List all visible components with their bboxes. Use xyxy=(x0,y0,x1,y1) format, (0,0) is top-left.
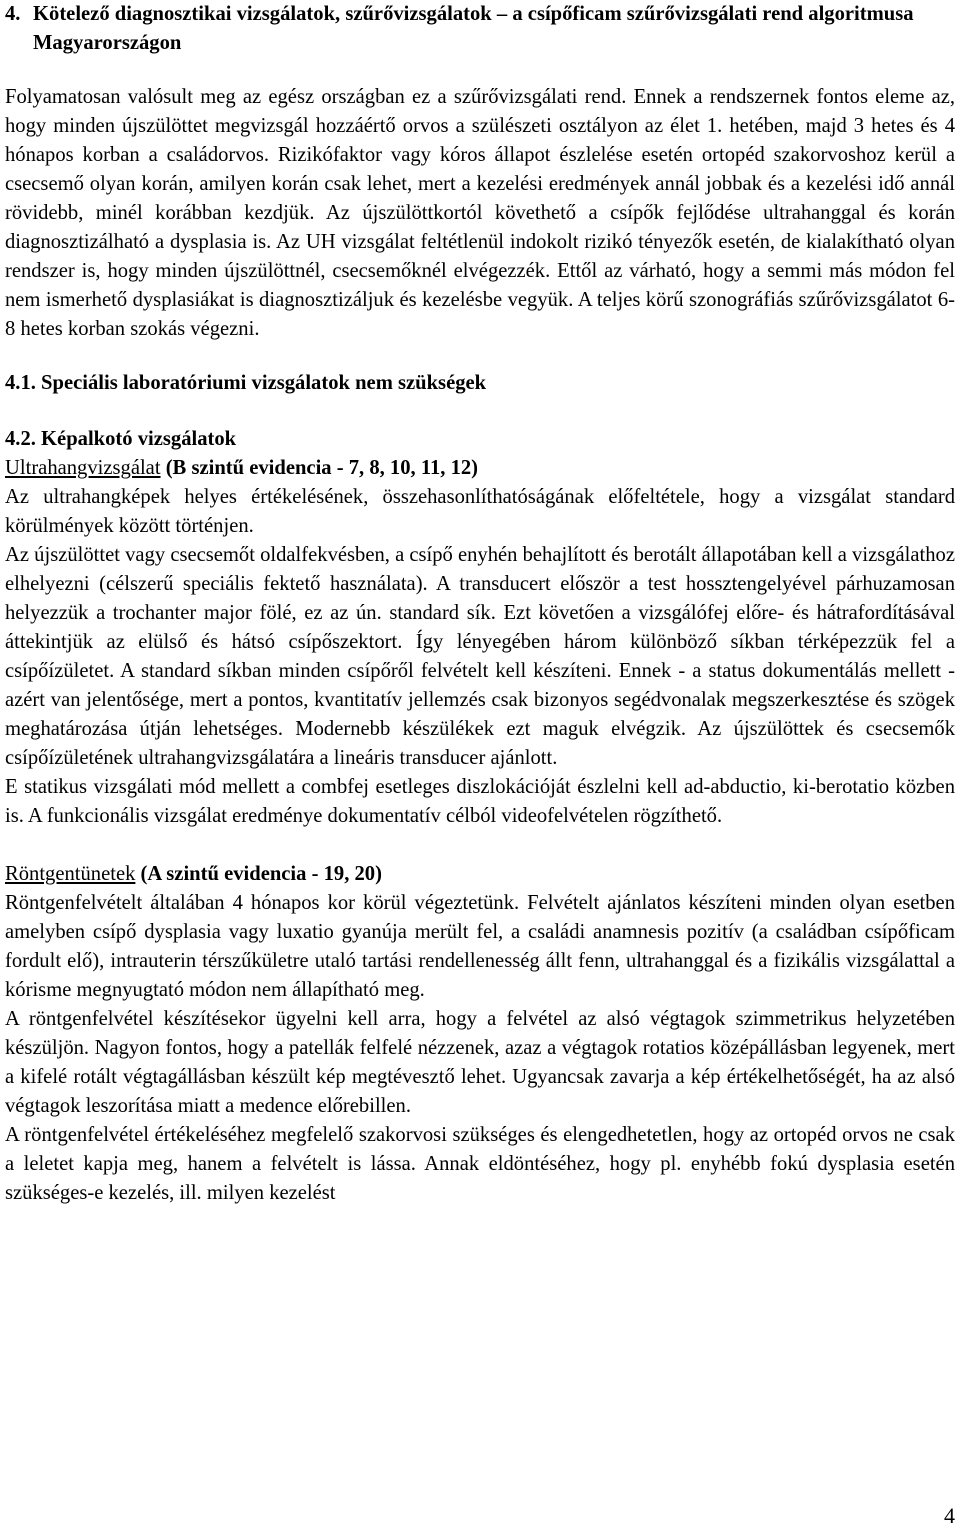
xray-evidence: (A szintű evidencia - 19, 20) xyxy=(135,863,382,885)
xray-paragraph-2: A röntgenfelvétel készítésekor ügyelni kell arra, hogy a felvétel az alsó végtagok szimmetrikus helyzetében készüljön. Nagyon fontos, hogy a patellák felfelé nézzenek, azaz a végtagok rotatios középállásban legyenek, mert a kifelé rotált végtagállásban készült kép megtévesztő lehet. Ugyancsak zavarja a kép értékelhetőségét, ha az alsó végtagok leszorítása miatt a medence előrebillen. xyxy=(5,1008,955,1117)
section-number: 4. xyxy=(5,3,21,25)
ultrasound-label: Ultrahangvizsgálat xyxy=(5,457,161,479)
spacer xyxy=(5,831,955,860)
ultrasound-evidence: (B szintű evidencia - 7, 8, 10, 11, 12) xyxy=(160,457,479,479)
ultrasound-heading xyxy=(5,454,955,483)
ultrasound-paragraph-2: Az újszülöttet vagy csecsemőt oldalfekvésben, a csípő enyhén behajlított és berotált állapotában kell a vizsgálathoz elhelyezni (célszerű speciális fektető használata). A transducert először a test hossztengelyével párhuzamosan helyezzük a trochanter major fölé, ez az ún. standard sík. Ezt követően a vizsgálófej előre- és hátrafordításával áttekintjük az elülső és hátsó csípőszektort. Így lényegében három különböző síkban térképezzük fel a csípőízületet. A standard síkban minden csípőről felvételt kell készíteni. Ennek - a status dokumentálás mellett - azért van jelentősége, mert a pontos, kvantitatív jellemzés csak bizonyos segédvonalak megszerkesztése és szögek meghatározása útján lehetséges. Modernebb készülékek ezt maguk elvégzik. Az újszülöttek és csecsemők csípőízületének ultrahangvizsgálatára a lineáris transducer ajánlott. xyxy=(5,544,955,769)
xray-label: Röntgentünetek xyxy=(5,863,136,885)
section-title: Kötelező diagnosztikai vizsgálatok, szűrővizsgálatok – a csípőficam szűrővizsgálati rend algoritmusa Magyarországon xyxy=(33,3,914,54)
subsection-4-2-title: 4.2. Képalkotó vizsgálatok xyxy=(5,428,237,450)
xray-heading xyxy=(5,860,955,889)
spacer xyxy=(5,344,955,369)
section-heading xyxy=(5,0,955,58)
spacer xyxy=(5,58,955,83)
subsection-4-1-title: 4.1. Speciális laboratóriumi vizsgálatok nem szükségek xyxy=(5,372,487,394)
spacer xyxy=(5,398,955,425)
xray-paragraph-3: A röntgenfelvétel értékeléséhez megfelelő szakorvosi szükséges és elengedhetetlen, hogy az ortopéd orvos ne csak a leletet kapja meg, hanem a felvételt is lássa. Annak eldöntéséhez, hogy pl. enyhébb fokú dysplasia esetén szükséges-e kezelés, ill. milyen kezelést xyxy=(5,1124,955,1204)
page-number: 4 xyxy=(944,1503,955,1528)
intro-paragraph: Folyamatosan valósult meg az egész országban ez a szűrővizsgálati rend. Ennek a rendszernek fontos eleme az, hogy minden újszülöttet megvizsgál hozzáértő orvos a szülészeti osztályon az élet 1. hetében, majd 3 hetes és 4 hónapos korban a családorvos. Rizikófaktor vagy kóros állapot észlelése esetén ortopéd szakorvoshoz kerül a csecsemő olyan korán, amilyen korán csak lehet, mert a kezelési eredmények annál jobbak és a kezelési idő annál rövidebb, minél korábban kezdjük. Az újszülöttkortól követhető a csípők fejlődése ultrahanggal és korán diagnosztizálható a dysplasia is. Az UH vizsgálat feltétlenül indokolt rizikó tényezők esetén, de kialakítható olyan rendszer is, hogy minden újszülöttnél, csecsemőknél elvégezzék. Ettől az várható, hogy a semmi más módon fel nem ismerhető dysplasiákat is diagnosztizáljuk és kezelésbe vegyük. A teljes körű szonográfiás szűrővizsgálatot 6-8 hetes korban szokás végezni. xyxy=(5,86,955,340)
document-page xyxy=(5,0,955,1208)
ultrasound-paragraph-3: E statikus vizsgálati mód mellett a combfej esetleges diszlokációját észlelni kell ad-abductio, ki-berotatio közben is. A funkcionális vizsgálat eredménye dokumentatív célból videofelvételen rögzíthető. xyxy=(5,776,955,827)
xray-paragraph-1: Röntgenfelvételt általában 4 hónapos kor körül végeztetünk. Felvételt ajánlatos készíteni minden olyan esetben amelyben csípő dysplasia vagy luxatio gyanúja merült fel, a családi anamnesis pozitív (a családban csípőficam fordult elő), intrauterin térszűkületre utaló tartási rendellenesség állt fenn, ultrahanggal és a fizikális vizsgálattal a kórisme megnyugtató módon nem állapítható meg. xyxy=(5,892,955,1001)
ultrasound-paragraph-1: Az ultrahangképek helyes értékelésének, összehasonlíthatóságának előfeltétele, hogy a vizsgálat standard körülmények között történjen. xyxy=(5,486,955,537)
